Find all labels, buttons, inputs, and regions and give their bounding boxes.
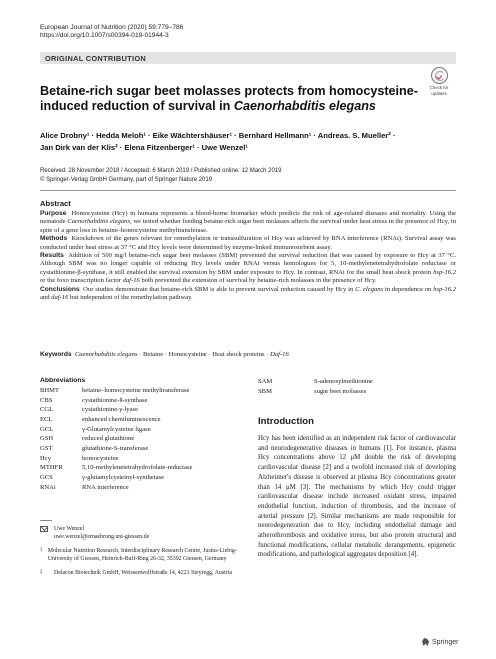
- badge-label-2: updates: [431, 91, 447, 96]
- abbreviations-heading: Abbreviations: [40, 377, 86, 384]
- abbreviation-row: [40, 444, 192, 454]
- abstract-conclusions: Conclusions Our studies demonstrate that betaine-rich SBM is able to prevent survival reduction caused by Hcy in C. elegans in dependence on hsp-16.2 and daf-16 but independent of the remethylation pathway.: [40, 285, 456, 302]
- abbreviation-row: [40, 434, 192, 444]
- divider: [40, 190, 456, 191]
- abbreviation-term: CBS: [40, 396, 53, 404]
- abbreviation-definition: cystathionine-ß-synthase: [82, 396, 148, 404]
- abstract-purpose: Purpose Homocysteine (Hcy) in humans represents a blood-borne biomarker which predicts the risk of age-related diseases and mortality. Using the nematode Caenorhabditis elegans, we tested whether feeding betaine-rich sugar beet molasses affects the survival under heat stress in the presence of Hcy, in spite of a gene loss in betaine–homocysteine methyltransferase.: [40, 210, 457, 234]
- abbreviation-term: MTHFR: [40, 464, 63, 472]
- abbreviation-row: [40, 425, 192, 435]
- abbreviation-definition: enhanced chemiluminescence: [82, 415, 161, 423]
- abbreviation-term: GCS: [40, 473, 53, 481]
- corresponding-author: [40, 525, 250, 541]
- keywords-label: Keywords: [40, 351, 72, 358]
- authors-line-1: Alice Drobny¹ · Hedda Meloh¹ · Eike Wächtershäuser¹ · Bernhard Hellmann¹ · Andreas. S. Mueller² ·: [40, 131, 396, 140]
- abbreviation-row: [40, 454, 192, 464]
- dates-line: Received: 28 November 2018 / Accepted: 6 March 2019 / Published online: 12 March 2019: [40, 168, 282, 174]
- abbreviation-definition: betaine–homocysteine methyltransferase: [82, 387, 190, 394]
- abbreviation-definition: 5,10-methylenetetrahydrofolate-reductase: [82, 464, 193, 472]
- abbreviations-list: [40, 386, 192, 492]
- abbreviation-row: [258, 377, 373, 387]
- affiliation-2: 2 Delacon Biotechnik GmbH, Weissenwolffstraße 14, 4221 Steyregg, Austria: [40, 570, 232, 576]
- abstract-methods: Methods Knockdown of the genes relevant for remethylation or transsulfuration of Hcy was achieved by RNA interference (RNAi). Survival assay was conducted under heat stress at 37 °C and Hcy levels were determined by enzyme-linked immunosorbent assay.: [40, 235, 457, 251]
- section-label: ORIGINAL CONTRIBUTION: [45, 54, 147, 63]
- abstract-results: Results Addition of 500 mg/l betaine-rich sugar beet molasses (SBM) prevented the survival reduction that was caused by exposure to Hcy at 37 °C. Although SBM was no longer capable of reducing Hcy levels under RNAi versus homologues for 5, 10-methylenetetrahydrofolate reductase or cystathionine-β-synthase, it still enabled the survival extension by SBM under exposure to Hcy. In contrast, RNAi for the small heat shock protein hsp-16.2 or the foxo transcription factor daf-16 both prevented the extension of survival by betaine-rich molasses in the presence of Hcy.: [40, 252, 456, 285]
- check-updates-icon: [431, 67, 448, 84]
- abstract-heading: Abstract: [40, 199, 71, 208]
- abbreviation-row: [40, 386, 192, 396]
- abbreviation-row: [40, 396, 192, 406]
- abbreviation-term: GST: [40, 444, 53, 452]
- introduction-text: Hcy has been identified as an independent risk factor of cardiovascular and neurodegenerative diseases in humans [1]. For instance, plasma Hcy concentrations above 12 μM double the risk of developing cardiovascular disease [2] and a twofold increased risk of developing Alzheimer's disease is observed at plasma Hcy concentrations greater than 14 μM [3]. The mechanisms by which Hcy could trigger cardiovascular disease include increased oxidant stress, impaired endothelial function, induction of thrombosis, and the increase of arterial pressure [2]. Similar mechanisms are made responsible for neurodegeneration due to Hcy, including endothelial damage and atherothrombosis and oxidative stress, but also protein structural and functional modifications, cellular metabolic derangements, epigenetic modifications, and pathological aggregates deposition [4].: [258, 435, 456, 559]
- abbreviation-definition: S-adenosylmethionine: [314, 378, 373, 385]
- abbreviation-definition: γ-Glutamylcysteine ligase: [82, 425, 151, 433]
- author-name: Uwe Wenzel: [54, 526, 85, 532]
- abbreviation-term: RNAi: [40, 483, 56, 491]
- abstract-body: [40, 210, 456, 302]
- abbreviation-definition: RNA interference: [82, 483, 129, 491]
- author-list: [40, 130, 450, 154]
- abbreviation-definition: cystathionine-γ-lyase: [82, 406, 139, 414]
- abbreviations-list-continued: [258, 377, 373, 396]
- article-title: [40, 84, 420, 115]
- abbreviation-row: [40, 473, 192, 483]
- publisher-logo: [422, 638, 458, 646]
- introduction-heading: Introduction: [258, 416, 314, 427]
- springer-horse-icon: [422, 638, 429, 646]
- section-label-bar: [40, 52, 456, 64]
- abbreviation-definition: homocysteine: [82, 454, 119, 462]
- abbreviation-row: [40, 405, 192, 415]
- abbreviation-row: [40, 463, 192, 473]
- journal-line: European Journal of Nutrition (2020) 59:779–786: [40, 24, 184, 31]
- abbreviation-term: ECL: [40, 415, 53, 423]
- abbreviation-term: Hcy: [40, 454, 51, 462]
- footnote-divider: [40, 520, 52, 521]
- author-email[interactable]: uwe.wenzel@ernaehrung.uni-giessen.de: [54, 534, 150, 540]
- abbreviation-term: SBM: [258, 387, 272, 395]
- title-line-2: induced reduction of survival in Caenorhabditis elegans: [40, 99, 376, 114]
- abbreviation-term: CGL: [40, 406, 54, 414]
- abbreviation-definition: γ-glutamylcysteinyl-synthetase: [82, 473, 165, 481]
- publisher-name: Springer: [432, 638, 459, 646]
- envelope-icon: [40, 526, 48, 532]
- abbreviation-term: SAM: [258, 378, 273, 385]
- abbreviation-row: [40, 415, 192, 425]
- doi-link[interactable]: https://doi.org/10.1007/s00394-019-01944-3: [40, 32, 169, 40]
- abbreviation-definition: sugar beet molasses: [314, 387, 367, 395]
- badge-label-1: Check for: [429, 85, 449, 90]
- abbreviation-term: BHMT: [40, 387, 60, 394]
- authors-line-2: Jan Dirk van der Klis² · Elena Fitzenberger¹ · Uwe Wenzel¹: [40, 143, 248, 153]
- check-for-updates-badge[interactable]: [424, 67, 454, 95]
- keywords: Keywords Caenorhabditis elegans · Betaine · Homocysteine · Heat shock proteins · Daf-16: [40, 351, 289, 358]
- abbreviation-row: [40, 483, 192, 493]
- abbreviation-definition: reduced glutathione: [82, 435, 135, 443]
- affiliation-1: 1 Molecular Nutrition Research, Interdisciplinary Research Centre, Justus-Liebig-University of Giessen, Heinrich-Buff-Ring 26-32, 35392 Giessen, Germany: [40, 548, 237, 562]
- abbreviation-definition: glutathione-S-transferase: [82, 444, 149, 452]
- footnotes: [40, 525, 250, 577]
- abbreviation-term: GSH: [40, 435, 54, 443]
- copyright-line: © Springer-Verlag GmbH Germany, part of Springer Nature 2019: [40, 176, 213, 183]
- abbreviation-row: [258, 387, 373, 397]
- abbreviation-term: GCL: [40, 425, 54, 433]
- publication-dates: [40, 167, 281, 184]
- journal-citation: [40, 24, 183, 41]
- title-line-1: Betaine-rich sugar beet molasses protects from homocysteine-: [40, 84, 418, 98]
